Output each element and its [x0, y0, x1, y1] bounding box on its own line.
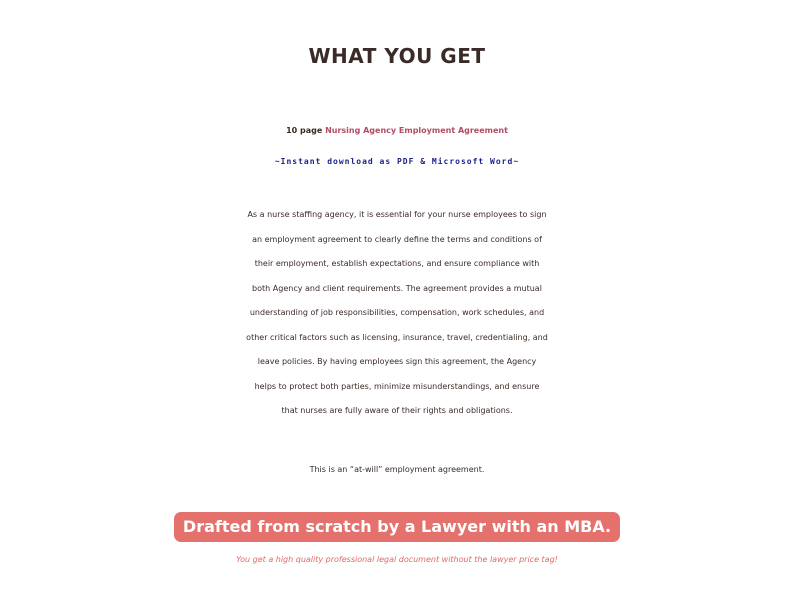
description-line: other critical factors such as licensing, insurance, travel, credentialing, and [246, 332, 548, 342]
at-will-note: This is an “at-will” employment agreement. [309, 465, 485, 474]
product-name: Nursing Agency Employment Agreement [325, 126, 508, 135]
description-line: helps to protect both parties, minimize misunderstandings, and ensure [254, 381, 540, 391]
description-line: an employment agreement to clearly define the terms and conditions of [252, 234, 542, 244]
description-paragraph [0, 203, 794, 424]
product-subtitle [0, 117, 794, 145]
page-heading: WHAT YOU GET [308, 44, 486, 68]
page-count-label: 10 page [286, 126, 323, 135]
download-format-note: ~Instant download as PDF & Microsoft Word~ [274, 157, 520, 166]
description-line: that nurses are fully aware of their rights and obligations. [281, 406, 513, 415]
description-line: their employment, establish expectations, and ensure compliance with [254, 259, 540, 268]
tagline: You get a high quality professional legal document without the lawyer price tag! [236, 555, 558, 564]
description-line: understanding of job responsibilities, compensation, work schedules, and [249, 308, 545, 317]
description-line: both Agency and client requirements. The agreement provides a mutual [252, 283, 542, 293]
description-line: leave policies. By having employees sign this agreement, the Agency [257, 357, 537, 366]
lawyer-badge: Drafted from scratch by a Lawyer with an MBA. [174, 512, 620, 542]
description-line: As a nurse staffing agency, it is essential for your nurse employees to sign [247, 210, 547, 219]
badge-container [0, 512, 794, 542]
